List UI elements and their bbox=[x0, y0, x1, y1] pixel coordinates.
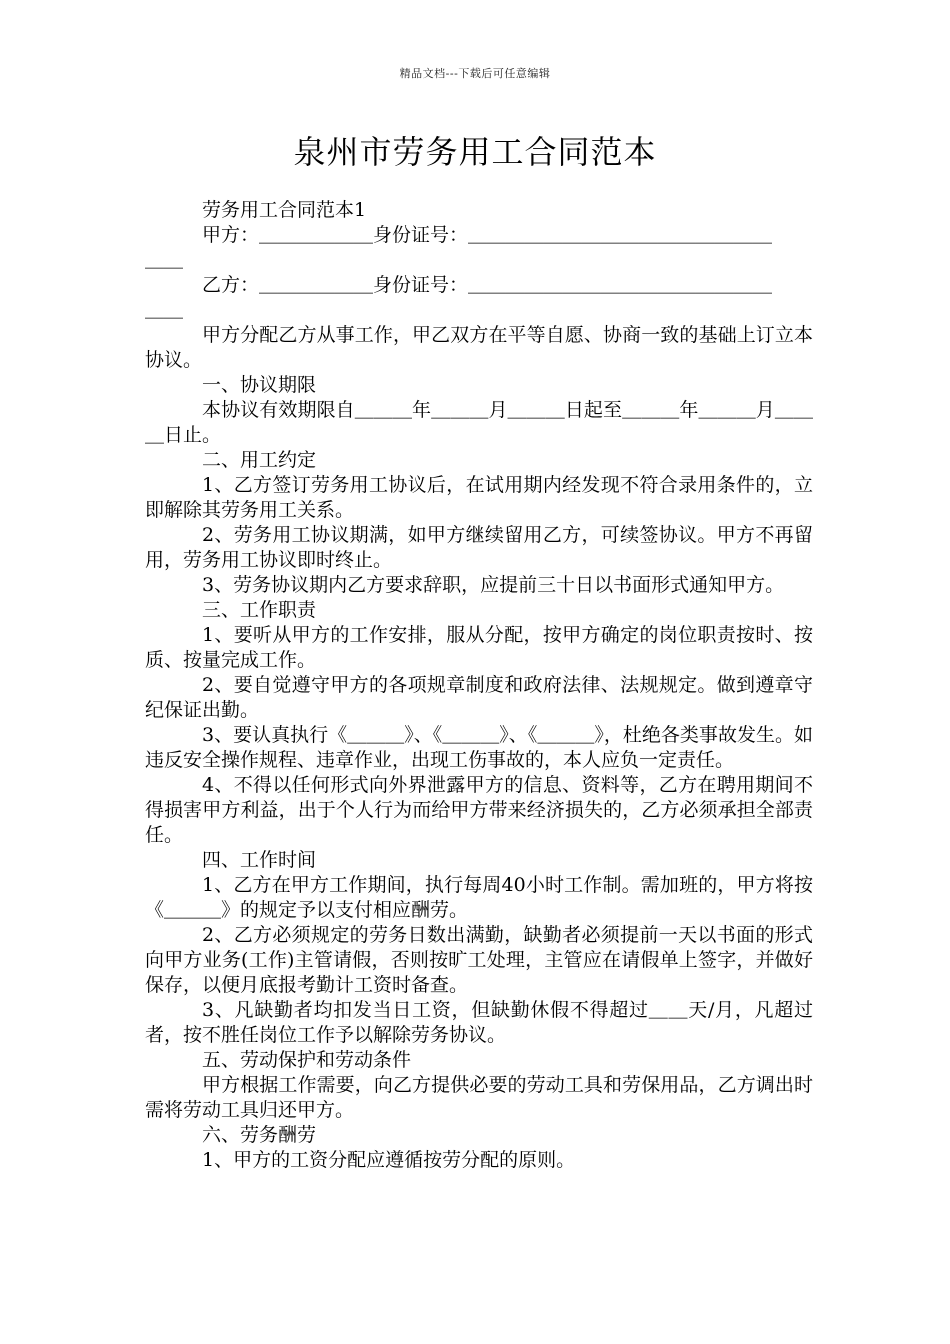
intro-paragraph: 甲方分配乙方从事工作，甲乙双方在平等自愿、协商一致的基础上订立本协议。 bbox=[145, 324, 813, 371]
clause-paragraph: 1、乙方签订劳务用工协议后，在试用期内经发现不符合录用条件的，立即解除其劳务用工关系。 bbox=[145, 474, 813, 521]
section-heading: 四、工作时间 bbox=[202, 849, 317, 871]
document-body bbox=[145, 198, 813, 1173]
party-a-line: 甲方：＿＿＿＿＿＿身份证号：＿＿＿＿＿＿＿＿＿＿＿＿＿＿＿＿ bbox=[202, 224, 773, 246]
party-a-line-continuation: ＿＿ bbox=[145, 249, 184, 271]
clause-paragraph: 甲方根据工作需要，向乙方提供必要的劳动工具和劳保用品，乙方调出时需将劳动工具归还甲方。 bbox=[145, 1074, 813, 1121]
clause-paragraph: 1、要听从甲方的工作安排，服从分配，按甲方确定的岗位职责按时、按质、按量完成工作。 bbox=[145, 624, 813, 671]
party-b-line: 乙方：＿＿＿＿＿＿身份证号：＿＿＿＿＿＿＿＿＿＿＿＿＿＿＿＿ bbox=[202, 274, 773, 296]
clause-paragraph: 2、要自觉遵守甲方的各项规章制度和政府法律、法规规定。做到遵章守纪保证出勤。 bbox=[145, 674, 813, 721]
clause-paragraph: 3、劳务协议期内乙方要求辞职，应提前三十日以书面形式通知甲方。 bbox=[202, 574, 785, 596]
section-heading: 六、劳务酬劳 bbox=[202, 1124, 317, 1146]
section-heading: 一、协议期限 bbox=[202, 374, 317, 396]
section-heading: 三、工作职责 bbox=[202, 599, 317, 621]
document-title: 泉州市劳务用工合同范本 bbox=[293, 133, 657, 171]
clause-paragraph: 1、甲方的工资分配应遵循按劳分配的原则。 bbox=[202, 1149, 576, 1171]
section-heading: 五、劳动保护和劳动条件 bbox=[202, 1049, 412, 1071]
subtitle: 劳务用工合同范本1 bbox=[202, 199, 367, 221]
clause-paragraph: 4、不得以任何形式向外界泄露甲方的信息、资料等，乙方在聘用期间不得损害甲方利益，出于个人行为而给甲方带来经济损失的，乙方必须承担全部责任。 bbox=[145, 774, 813, 846]
clause-paragraph: 2、乙方必须规定的劳务日数出满勤，缺勤者必须提前一天以书面的形式向甲方业务(工作)主管请假，否则按旷工处理，主管应在请假单上签字，并做好保存，以便月底报考勤计工资时备查。 bbox=[145, 924, 813, 996]
clause-paragraph: 3、要认真执行《＿＿＿》、《＿＿＿》、《＿＿＿》，杜绝各类事故发生。如违反安全操作规程、违章作业，出现工伤事故的，本人应负一定责任。 bbox=[145, 724, 813, 771]
clause-paragraph: 3、凡缺勤者均扣发当日工资，但缺勤休假不得超过＿＿天/月，凡超过者，按不胜任岗位工作予以解除劳务协议。 bbox=[145, 999, 813, 1046]
section-heading: 二、用工约定 bbox=[202, 449, 317, 471]
party-b-line-continuation: ＿＿ bbox=[145, 299, 184, 321]
page-header-note: 精品文档---下载后可任意编辑 bbox=[399, 67, 551, 80]
clause-paragraph: 本协议有效期限自＿＿＿年＿＿＿月＿＿＿日起至＿＿＿年＿＿＿月＿＿＿日止。 bbox=[145, 399, 813, 446]
clause-paragraph: 2、劳务用工协议期满，如甲方继续留用乙方，可续签协议。甲方不再留用，劳务用工协议即时终止。 bbox=[145, 524, 813, 571]
clause-paragraph: 1、乙方在甲方工作期间，执行每周40小时工作制。需加班的，甲方将按《＿＿＿》的规定予以支付相应酬劳。 bbox=[145, 874, 813, 921]
